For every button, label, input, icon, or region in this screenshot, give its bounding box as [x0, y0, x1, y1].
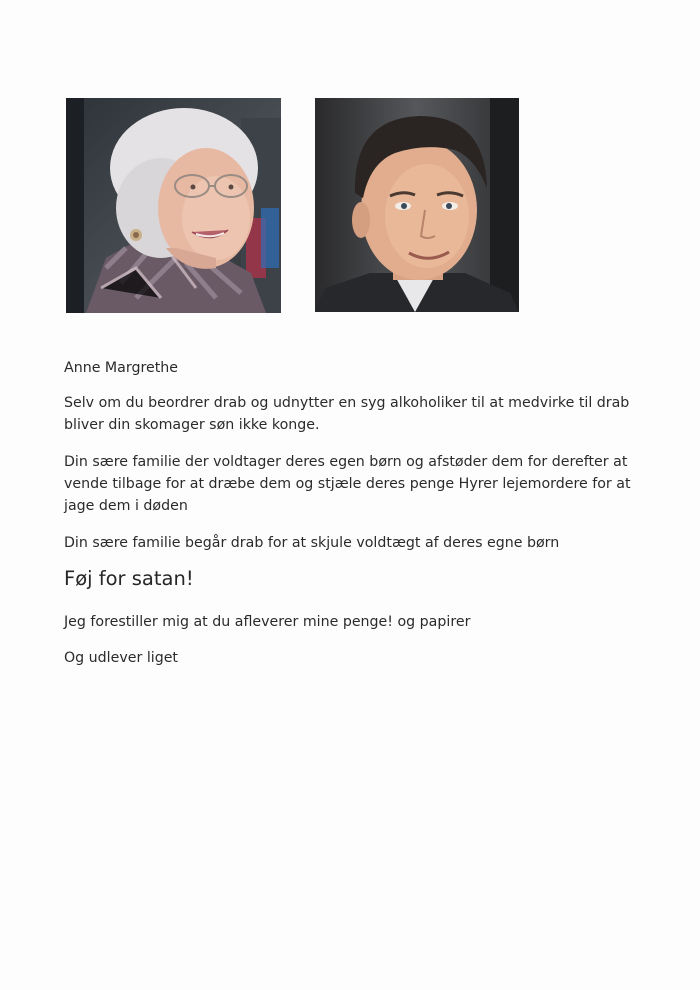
- portrait-photo-man: [315, 98, 519, 312]
- letter-paragraph: Din sære familie der voldtager deres egen børn og afstøder dem for derefter at vende tilbage for at dræbe dem og stjæle deres penge Hyrer lejemordere for at jage dem i døden: [64, 454, 631, 514]
- letter-paragraph: Din sære familie begår drab for at skjule voldtægt af deres egne børn: [64, 535, 560, 551]
- portrait-woman-image: [66, 98, 281, 313]
- portrait-photo-woman: [66, 98, 281, 313]
- letter-paragraph: Og udlever liget: [64, 650, 178, 666]
- letter-paragraph: Jeg forestiller mig at du afleverer mine penge! og papirer: [64, 614, 471, 630]
- letter-greeting: Anne Margrethe: [64, 360, 178, 376]
- letter-exclamation: Føj for satan!: [64, 567, 194, 590]
- portrait-man-image: [315, 98, 519, 312]
- letter-paragraph: Selv om du beordrer drab og udnytter en syg alkoholiker til at medvirke til drab bliver din skomager søn ikke konge.: [64, 395, 630, 433]
